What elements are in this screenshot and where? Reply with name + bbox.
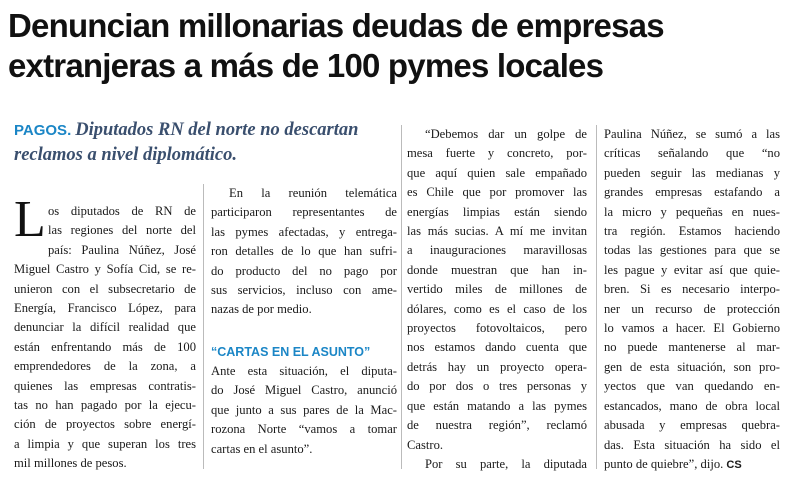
text-line: la micro y pequeñas en nues-: [604, 204, 780, 219]
text-line: país: Paulina Núñez, José: [48, 242, 196, 257]
final-sentence: punto de quiebre”, dijo.: [604, 456, 724, 471]
text-line: emprendedores de la zona, a: [14, 359, 196, 374]
text-line: están enfrentando más de 100: [14, 339, 196, 354]
subhead-text: Diputados RN del norte no descartan reclamos a nivel diplomático.: [14, 120, 359, 165]
text-line: do producto del no pago por: [211, 263, 397, 278]
text-line: les pague y evitar así que quie-: [604, 262, 780, 277]
text-line: detrás hay un proyecto opera-: [407, 359, 587, 374]
text-line: de nuestra región”, reclamó: [407, 418, 587, 433]
text-line: Por su parte, la diputada: [425, 456, 587, 471]
text-line: que aquí quien sale empañado: [407, 165, 587, 180]
text-line: críticas señalando que “no: [604, 146, 780, 161]
text-line: tra región. Estamos haciendo: [604, 224, 780, 239]
column-divider-1: [203, 184, 204, 469]
text-line: las regiones del norte del: [48, 223, 196, 238]
column-3: [407, 125, 587, 474]
text-line: las pymes afectadas, y entrega-: [211, 224, 397, 239]
section-title: “CARTAS EN EL ASUNTO”: [211, 345, 371, 359]
text-line: no puede mantenerse al mar-: [604, 340, 780, 355]
text-line: proyectos fotovoltaicos, pero: [407, 321, 587, 336]
text-line: do por dos o tres personas y: [407, 379, 587, 394]
text-line: cartas en el asunto”.: [211, 441, 313, 456]
text-line: lo vamos a hacer. El Gobierno: [604, 321, 780, 336]
text-line: grandes empresas estafando a: [604, 185, 780, 200]
headline-line-1: Denuncian millonarias deudas de empresas: [8, 7, 664, 44]
text-line: que junto a sus pares de la Mac-: [211, 402, 397, 417]
text-line: denunciar la difícil realidad que: [14, 320, 196, 335]
text-line: yectos que van quedando en-: [604, 379, 780, 394]
column-4: [604, 125, 780, 475]
text-line: mil millones de pesos.: [14, 456, 127, 471]
dropcap: L: [14, 191, 46, 248]
text-line: nos estamos dando cuenta que: [407, 340, 587, 355]
text-line: a inauguraciones maravillosas: [407, 243, 587, 258]
text-line: donde muestran que han in-: [407, 262, 587, 277]
subhead: [14, 118, 404, 167]
text-line: que están matando a las pymes: [407, 398, 587, 413]
text-line: energías limpias están siendo: [407, 204, 587, 219]
text-line: dólares, como es el caso de los: [407, 301, 587, 316]
column-1: [14, 202, 196, 474]
end-mark: CS: [726, 458, 742, 471]
column-divider-2: [401, 125, 402, 469]
text-line: todas las gestiones para que se: [604, 243, 780, 258]
text-line: do José Miguel Castro, anunció: [211, 383, 397, 398]
column-divider-3: [596, 125, 597, 469]
text-line: gen de esta situación, son pro-: [604, 359, 780, 374]
section-kicker: PAGOS.: [14, 122, 72, 139]
text-line: “Debemos dar un golpe de: [425, 127, 587, 141]
text-line: participaron representantes de: [211, 205, 397, 220]
text-line: bren. Si es necesario interpo-: [604, 282, 780, 297]
text-line: quienes las empresas contratis-: [14, 378, 196, 393]
text-line: mesa fuerte y concreto, por-: [407, 146, 587, 161]
text-line: os diputados de RN de: [48, 204, 196, 218]
text-line: ron detalles de lo que han sufri-: [211, 244, 397, 259]
text-line: Paulina Núñez, se sumó a las: [604, 127, 780, 141]
headline-line-2: extranjeras a más de 100 pymes locales: [8, 47, 604, 84]
text-line: En la reunión telemática: [229, 186, 397, 200]
text-line: nazas de por medio.: [211, 302, 312, 317]
text-line: pueden seguir las medianas y: [604, 165, 780, 180]
text-line: tas no han pagado por la ejecu-: [14, 398, 196, 413]
text-line: Energía, Francisco López, para: [14, 301, 196, 316]
text-line: Castro.: [407, 437, 444, 452]
text-line: estancados, mano de obra local: [604, 398, 780, 413]
text-line: vertido miles de millones de: [407, 282, 587, 297]
headline: [8, 6, 782, 86]
text-line: [604, 455, 780, 475]
text-line: sus servicios, incluso con ame-: [211, 283, 397, 298]
column-2-continued: [211, 362, 397, 459]
text-line: ner un recurso de protección: [604, 301, 780, 316]
text-line: a limpia y que superan los tres: [14, 436, 196, 451]
text-line: es Chile que por promover las: [407, 185, 587, 200]
text-line: abusada y empresas quebra-: [604, 418, 780, 433]
text-line: rozona Norte “vamos a tomar: [211, 422, 397, 437]
text-line: Miguel Castro y Sofía Cid, se re-: [14, 262, 196, 277]
text-line: unieron con el subsecretario de: [14, 281, 196, 296]
text-line: ción de proyectos sobre energí-: [14, 417, 196, 432]
column-2: [211, 184, 397, 320]
text-line: das. Esta situación ha sido el: [604, 437, 780, 452]
text-line: Ante esta situación, el diputa-: [211, 364, 397, 378]
text-line: las más sucias. A mí me invitan: [407, 224, 587, 239]
